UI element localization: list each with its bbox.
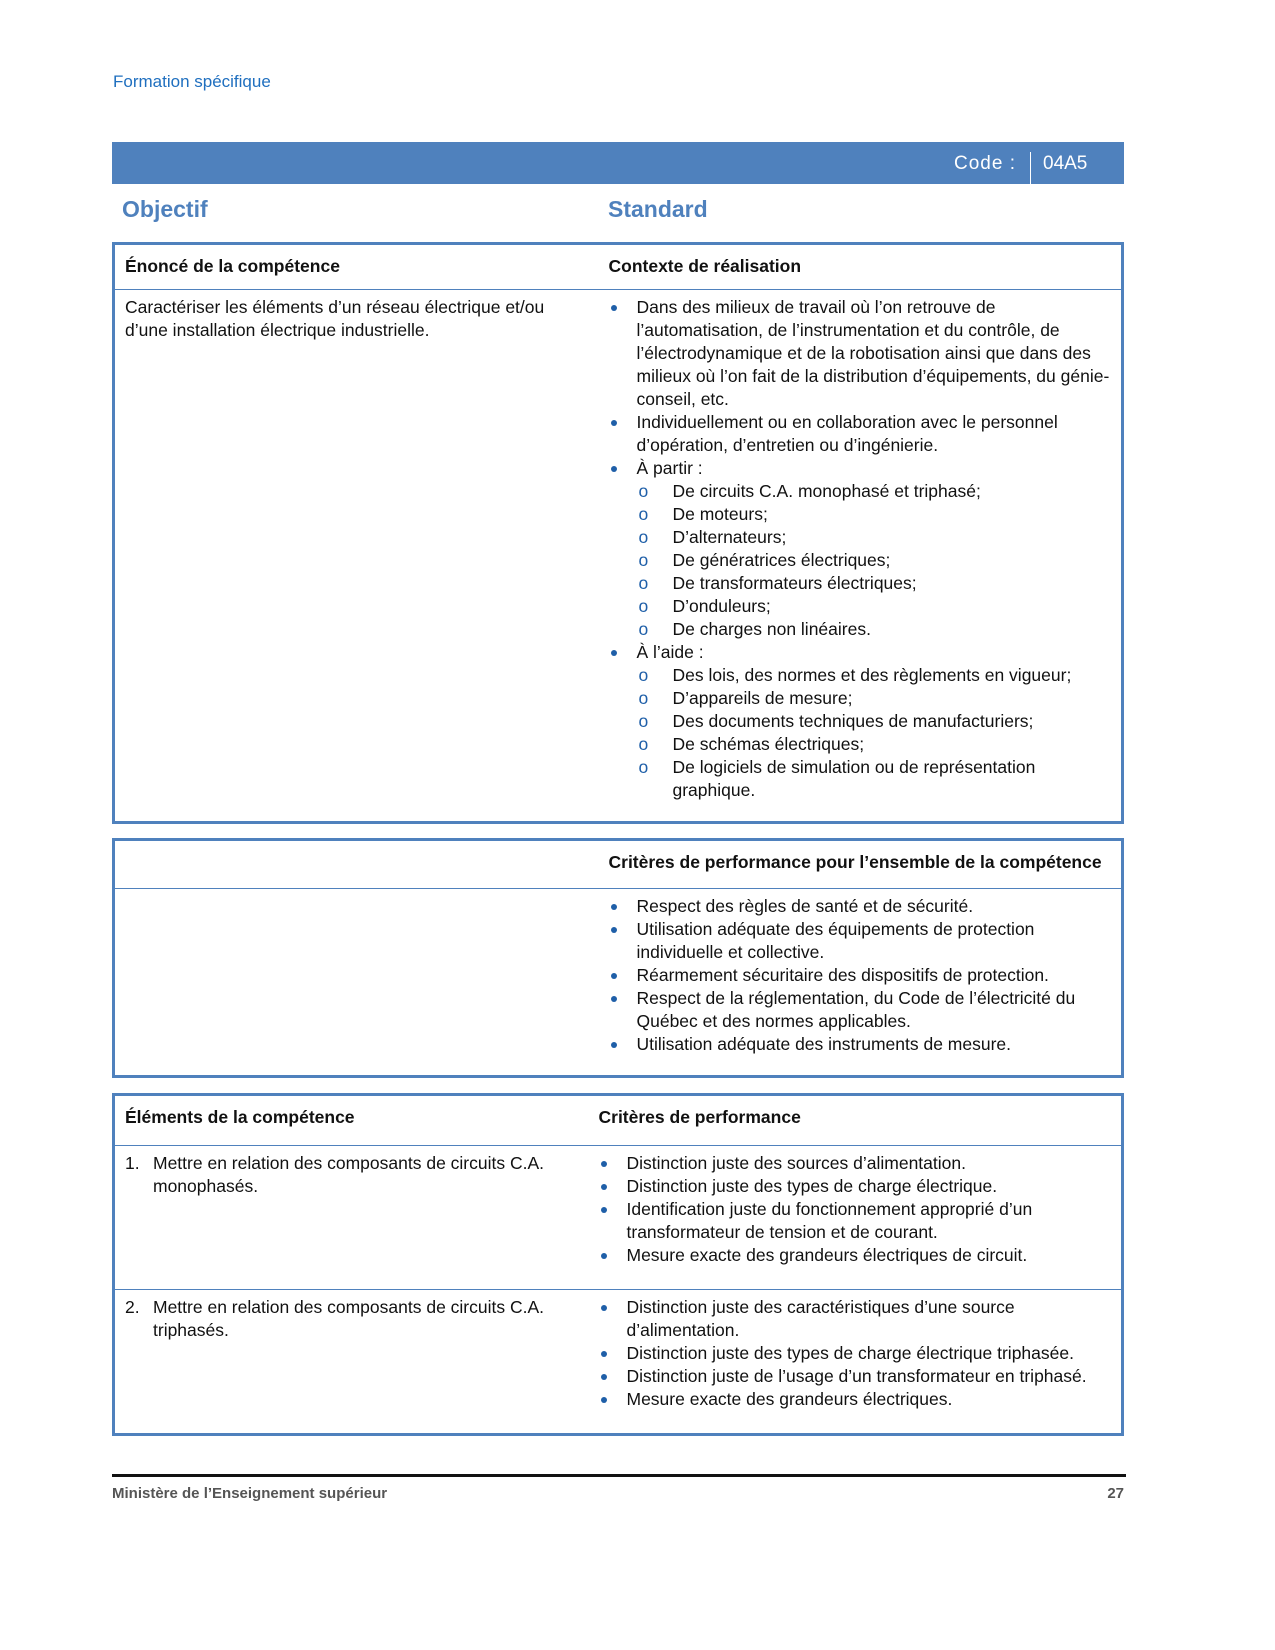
code-value: 04A5 <box>1030 152 1087 184</box>
element-criteria-list <box>599 1152 1112 1267</box>
criteres-ensemble-list <box>609 895 1112 1056</box>
section-standard: Standard <box>608 196 708 222</box>
running-head: Formation spécifique <box>113 72 271 91</box>
contexte-item: À l’aide : <box>609 641 1112 664</box>
critere-item: Distinction juste des types de charge électrique. <box>599 1175 1112 1198</box>
contexte-subitem: o De logiciels de simulation ou de représentation graphique. <box>609 756 1112 802</box>
contexte-item: Individuellement ou en collaboration avec le personnel d’opération, d’entretien ou d’ingénierie. <box>609 411 1112 457</box>
element-text <box>125 1296 579 1342</box>
critere-item: Utilisation adéquate des instruments de mesure. <box>609 1033 1112 1056</box>
table-enonce-contexte <box>112 242 1124 824</box>
contexte-subitem: o De moteurs; <box>609 503 1112 526</box>
critere-item: Identification juste du fonctionnement approprié d’un transformateur de tension et de courant. <box>599 1198 1112 1244</box>
table-criteres-ensemble <box>112 838 1124 1078</box>
contexte-subitem: o Des lois, des normes et des règlements en vigueur; <box>609 664 1112 687</box>
critere-item: Mesure exacte des grandeurs électriques de circuit. <box>599 1244 1112 1267</box>
header-elements: Éléments de la compétence <box>114 1095 589 1146</box>
header-enonce: Énoncé de la compétence <box>114 244 599 290</box>
element-text <box>125 1152 579 1198</box>
header-criteres: Critères de performance <box>589 1095 1123 1146</box>
footer-ministry: Ministère de l’Enseignement supérieur <box>112 1485 388 1502</box>
contexte-subitem: o De circuits C.A. monophasé et triphasé; <box>609 480 1112 503</box>
element-row <box>114 1146 1123 1290</box>
page-number: 27 <box>1107 1485 1124 1502</box>
element-label: Mettre en relation des composants de circuits C.A. monophasés. <box>153 1153 545 1197</box>
contexte-subitem: o D’onduleurs; <box>609 595 1112 618</box>
critere-item: Respect des règles de santé et de sécurité. <box>609 895 1112 918</box>
contexte-subitem: o D’appareils de mesure; <box>609 687 1112 710</box>
contexte-subitem: o De transformateurs électriques; <box>609 572 1112 595</box>
contexte-list <box>609 296 1112 802</box>
footer <box>112 1474 1126 1505</box>
code-bar <box>112 142 1124 184</box>
contexte-subitem: o De charges non linéaires. <box>609 618 1112 641</box>
table-elements <box>112 1093 1124 1436</box>
critere-item: Distinction juste de l’usage d’un transformateur en triphasé. <box>599 1365 1112 1388</box>
contexte-item: Dans des milieux de travail où l’on retrouve de l’automatisation, de l’instrumentation et du contrôle, de l’électrodynamique et de la robotisation ainsi que dans des milieux où l’on fait de la distribution d’équipements, du génie-conseil, etc. <box>609 296 1112 411</box>
critere-item: Réarmement sécuritaire des dispositifs de protection. <box>609 964 1112 987</box>
contexte-item: À partir : <box>609 457 1112 480</box>
element-row <box>114 1290 1123 1435</box>
element-criteria-list <box>599 1296 1112 1411</box>
element-label: Mettre en relation des composants de circuits C.A. triphasés. <box>153 1297 545 1341</box>
critere-item: Utilisation adéquate des équipements de protection individuelle et collective. <box>609 918 1112 964</box>
element-number: 1. <box>125 1153 140 1174</box>
critere-item: Mesure exacte des grandeurs électriques. <box>599 1388 1112 1411</box>
critere-item: Distinction juste des caractéristiques d’une source d’alimentation. <box>599 1296 1112 1342</box>
contexte-subitem: o Des documents techniques de manufacturiers; <box>609 710 1112 733</box>
contexte-subitem: o D’alternateurs; <box>609 526 1112 549</box>
header-criteres-ensemble: Critères de performance pour l’ensemble de la compétence <box>599 840 1123 889</box>
enonce-text: Caractériser les éléments d’un réseau électrique et/ou d’une installation électrique industrielle. <box>125 297 545 341</box>
critere-item: Distinction juste des types de charge électrique triphasée. <box>599 1342 1112 1365</box>
contexte-subitem: o De schémas électriques; <box>609 733 1112 756</box>
critere-item: Distinction juste des sources d’alimentation. <box>599 1152 1112 1175</box>
section-objectif: Objectif <box>122 196 208 222</box>
critere-item: Respect de la réglementation, du Code de l’électricité du Québec et des normes applicables. <box>609 987 1112 1033</box>
code-label: Code : <box>954 153 1016 174</box>
contexte-subitem: o De génératrices électriques; <box>609 549 1112 572</box>
element-number: 2. <box>125 1297 140 1318</box>
header-contexte: Contexte de réalisation <box>599 244 1123 290</box>
